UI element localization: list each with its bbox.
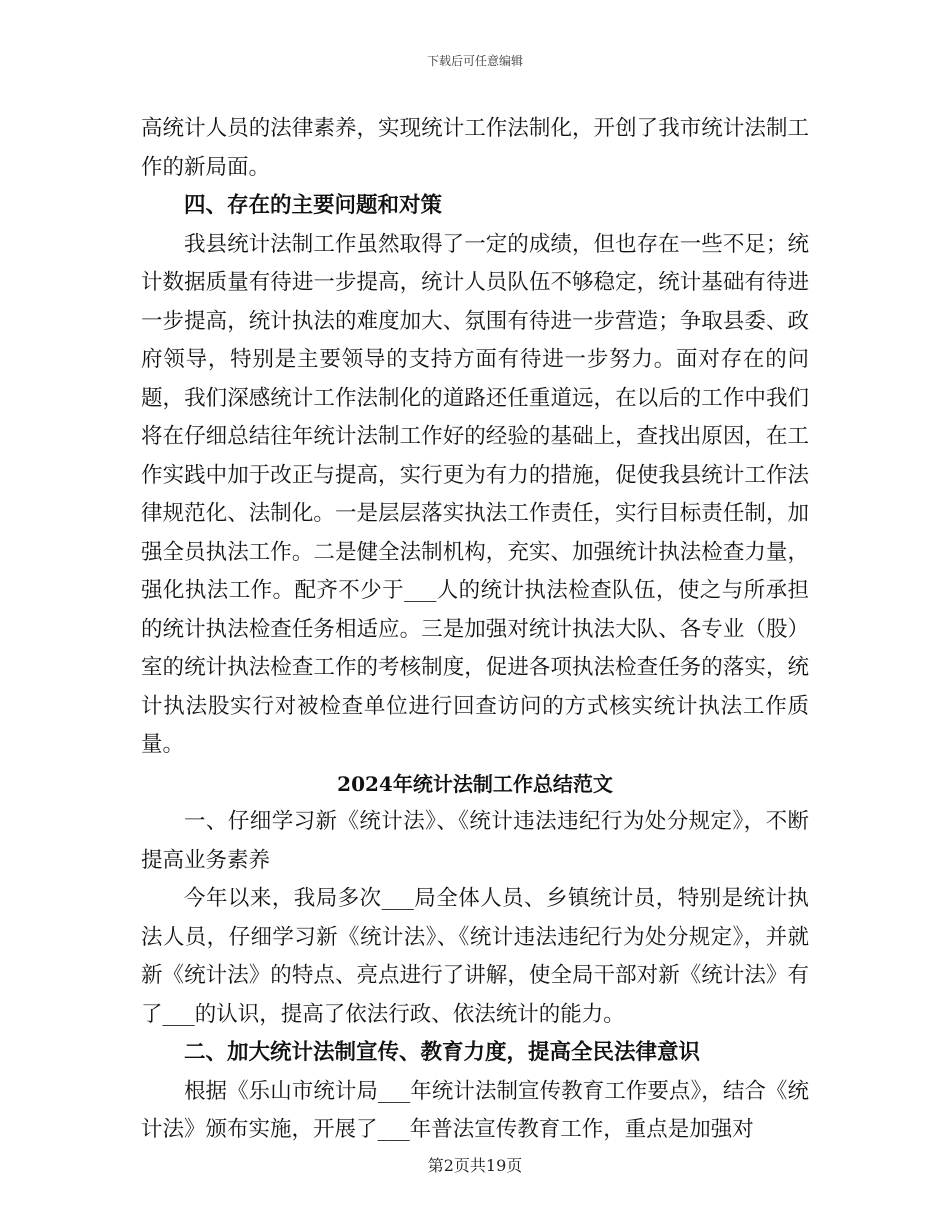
section-heading-4: 四、存在的主要问题和对策 <box>184 193 443 218</box>
section-heading-1: 一、仔细学习新《统计法》、《统计违法违纪行为处分规定》，不断提高业务素养 <box>141 809 809 873</box>
document-body <box>141 110 809 1150</box>
paragraph-publicity: 根据《乐山市统计局___年统计法制宣传教育工作要点》，结合《统计法》颁布实施，开展了___年普法宣传教育工作，重点是加强对 <box>141 1078 809 1142</box>
paragraph-problems: 我县统计法制工作虽然取得了一定的成绩，但也存在一些不足；统计数据质量有待进一步提高，统计人员队伍不够稳定，统计基础有待进一步提高，统计执法的难度加大、氛围有待进一步营造；争取县委、政府领导，特别是主要领导的支持方面有待进一步努力。面对存在的问题，我们深感统计工作法制化的道路还任重道远，在以后的工作中我们将在仔细总结往年统计法制工作好的经验的基础上，查找出原因，在工作实践中加于改正与提高，实行更为有力的措施，促使我县统计工作法律规范化、法制化。一是层层落实执法工作责任，实行目标责任制，加强全员执法工作。二是健全法制机构，充实、加强统计执法检查力量，强化执法工作。配齐不少于___人的统计执法检查队伍，使之与所承担的统计执法检查任务相适应。三是加强对统计执法大队、各专业（股）室的统计执法检查工作的考核制度，促进各项执法检查任务的落实，统计执法股实行对被检查单位进行回查访问的方式核实统计执法工作质量。 <box>141 231 809 757</box>
document-title: 2024年统计法制工作总结范文 <box>337 771 613 796</box>
section-heading-2: 二、加大统计法制宣传、教育力度，提高全民法律意识 <box>184 1040 701 1065</box>
page-footer: 第2页共19页 <box>427 1156 523 1175</box>
paragraph-study: 今年以来，我局多次___局全体人员、乡镇统计员，特别是统计执法人员，仔细学习新《统计法》、《统计违法违纪行为处分规定》，并就新《统计法》的特点、亮点进行了讲解，使全局干部对新《统计法》有了___的认识，提高了依法行政、依法统计的能力。 <box>141 886 809 1027</box>
paragraph-continuation: 高统计人员的法律素养，实现统计工作法制化，开创了我市统计法制工作的新局面。 <box>141 116 809 180</box>
page-header: 下载后可任意编辑 <box>426 54 523 68</box>
